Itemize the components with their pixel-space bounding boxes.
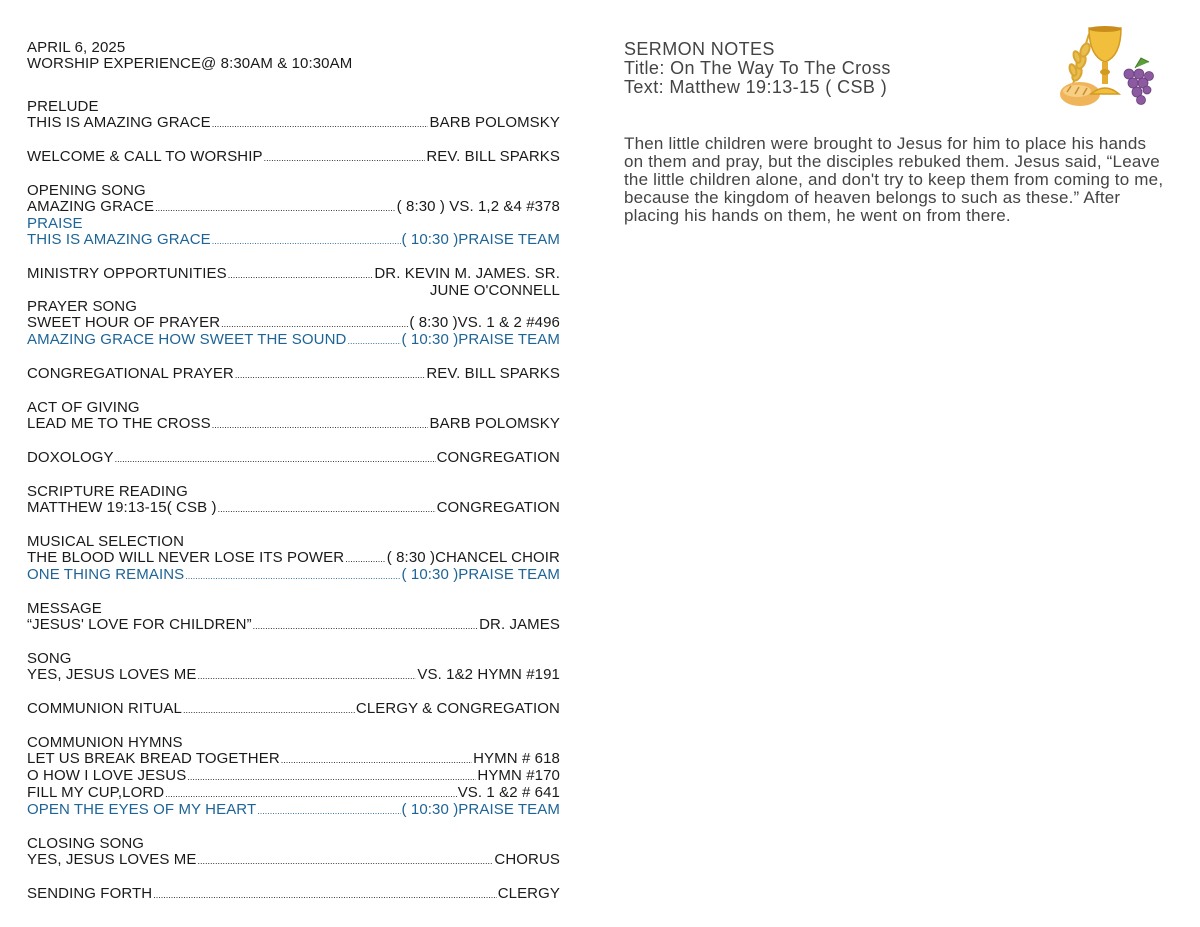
program-item-blue: THIS IS AMAZING GRACE ..... ( 10:30 )PRAISE TEAM bbox=[27, 232, 560, 249]
program-item: SENDING FORTH ..... CLERGY bbox=[27, 886, 560, 903]
section-heading: MESSAGE bbox=[27, 600, 102, 617]
section-heading: PRELUDE bbox=[27, 98, 99, 115]
program-item: MATTHEW 19:13-15( CSB ) ..... CONGREGATION bbox=[27, 500, 560, 517]
program-item: FILL MY CUP,LORD ..... VS. 1 &2 # 641 bbox=[27, 785, 560, 802]
program-item: AMAZING GRACE ..... ( 8:30 ) VS. 1,2 &4 #378 bbox=[27, 199, 560, 216]
communion-chalice-wheat-grapes-icon bbox=[1055, 22, 1155, 112]
program-item-blue: OPEN THE EYES OF MY HEART ..... ( 10:30 )PRAISE TEAM bbox=[27, 802, 560, 819]
program-item: THIS IS AMAZING GRACE ..... BARB POLOMSKY bbox=[27, 115, 560, 132]
program-item: LEAD ME TO THE CROSS ..... BARB POLOMSKY bbox=[27, 416, 560, 433]
section-heading: SONG bbox=[27, 650, 72, 667]
section-heading: MUSICAL SELECTION bbox=[27, 533, 185, 550]
section-heading: SCRIPTURE READING bbox=[27, 483, 188, 500]
section-heading: COMMUNION HYMNS bbox=[27, 734, 183, 751]
sermon-text-reference: Text: Matthew 19:13-15 ( CSB ) bbox=[624, 77, 888, 97]
program-item-blue: ONE THING REMAINS ..... ( 10:30 )PRAISE TEAM bbox=[27, 567, 560, 584]
section-heading: CLOSING SONG bbox=[27, 835, 145, 852]
program-item: CONGREGATIONAL PRAYER ..... REV. BILL SPARKS bbox=[27, 366, 560, 383]
program-item-blue: AMAZING GRACE HOW SWEET THE SOUND ..... ( 10:30 )PRAISE TEAM bbox=[27, 332, 560, 349]
program-item: YES, JESUS LOVES ME ..... VS. 1&2 HYMN #191 bbox=[27, 667, 560, 684]
sermon-notes-heading: SERMON NOTES bbox=[624, 39, 775, 59]
service-date: APRIL 6, 2025 bbox=[27, 39, 126, 56]
program-item: DOXOLOGY ..... CONGREGATION bbox=[27, 450, 560, 467]
scripture-passage: Then little children were brought to Jesus for him to place his hands on them and pray, but the disciples rebuked them. Jesus said, “Leave the little children alone, and don't try to keep them from coming to me, because the kingdom of heaven belongs to such as these.” After placing his hands on them, he went on from there. bbox=[624, 134, 1164, 225]
program-item: “JESUS' LOVE FOR CHILDREN” ..... DR. JAMES bbox=[27, 617, 560, 634]
section-heading: PRAYER SONG bbox=[27, 298, 138, 315]
program-item: COMMUNION RITUAL ..... CLERGY & CONGREGATION bbox=[27, 701, 560, 718]
sermon-title: Title: On The Way To The Cross bbox=[624, 58, 891, 78]
order-of-worship bbox=[27, 40, 560, 903]
program-item: MINISTRY OPPORTUNITIES ..... DR. KEVIN M. JAMES. SR. bbox=[27, 266, 560, 283]
section-heading: OPENING SONG bbox=[27, 182, 146, 199]
program-item-extra: JUNE O'CONNELL bbox=[429, 282, 560, 299]
program-item: LET US BREAK BREAD TOGETHER ..... HYMN # 618 bbox=[27, 751, 560, 768]
service-times: WORSHIP EXPERIENCE@ 8:30AM & 10:30AM bbox=[27, 55, 353, 72]
section-heading-blue: PRAISE bbox=[27, 215, 83, 232]
program-item: WELCOME & CALL TO WORSHIP ..... REV. BILL SPARKS bbox=[27, 149, 560, 166]
program-item: O HOW I LOVE JESUS ..... HYMN #170 bbox=[27, 768, 560, 785]
program-item: THE BLOOD WILL NEVER LOSE ITS POWER ..... ( 8:30 )CHANCEL CHOIR bbox=[27, 550, 560, 567]
section-heading: ACT OF GIVING bbox=[27, 399, 140, 416]
program-item: SWEET HOUR OF PRAYER ..... ( 8:30 )VS. 1 & 2 #496 bbox=[27, 315, 560, 332]
program-item: YES, JESUS LOVES ME ..... CHORUS bbox=[27, 852, 560, 869]
